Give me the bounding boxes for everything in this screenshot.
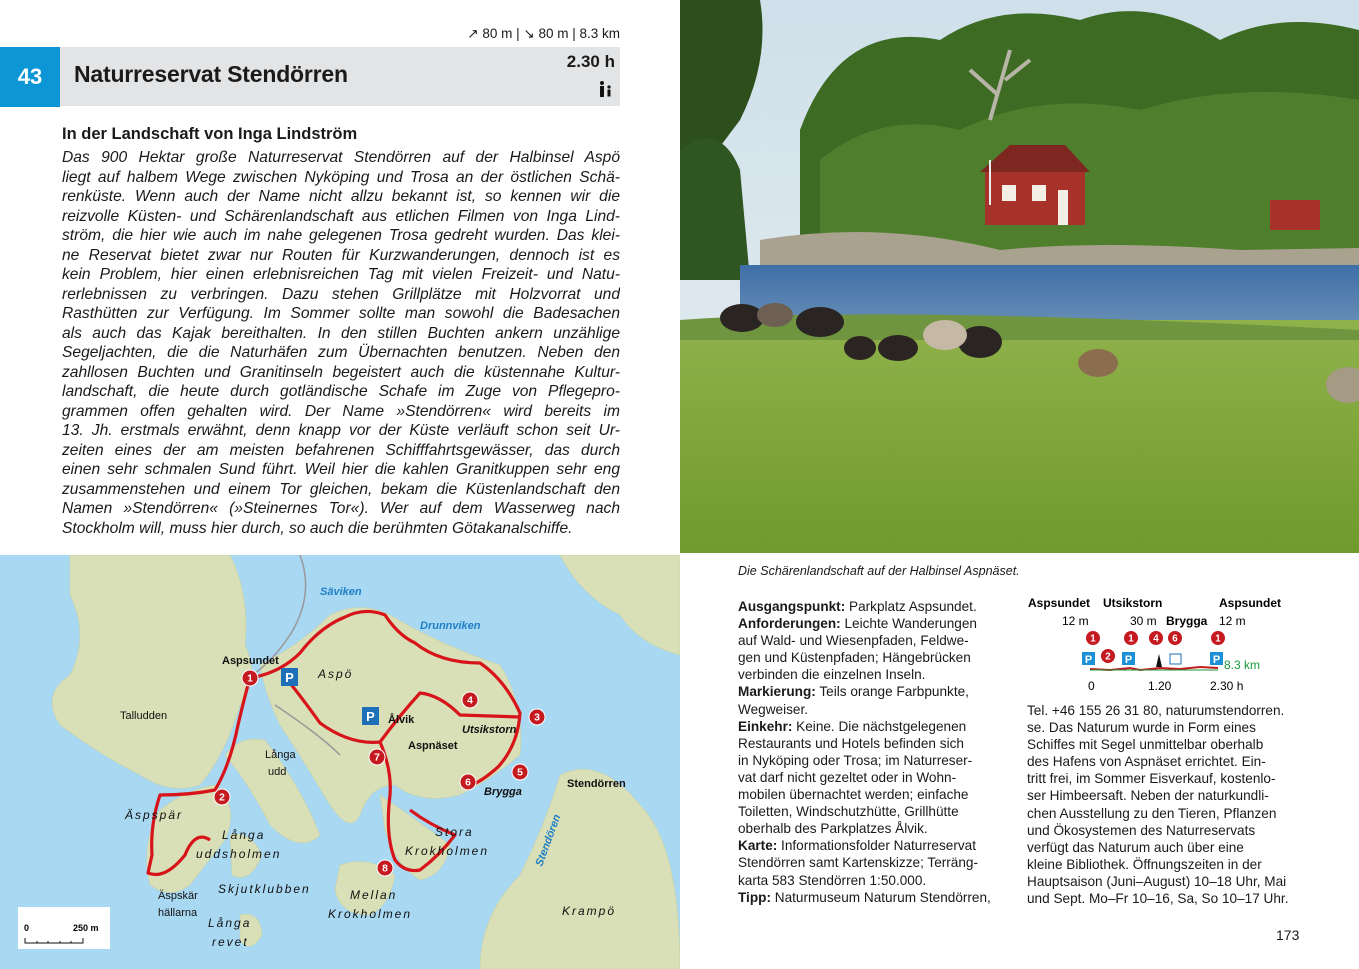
waypoint-marker-4 xyxy=(462,692,478,708)
profile-mid-name: Utsikstorn xyxy=(1103,596,1163,610)
waypoint-marker-6 xyxy=(460,774,476,790)
map-label-krampo: Krampö xyxy=(562,904,617,918)
svg-text:1: 1 xyxy=(1215,633,1221,645)
waypoint-marker-1 xyxy=(242,670,258,686)
map-label-langa-revet: revet xyxy=(212,935,249,949)
map-label-aspnaset: Aspnäset xyxy=(408,740,458,752)
profile-waypoint-1 xyxy=(1211,631,1226,646)
info-line xyxy=(738,683,1020,700)
intro-line: als auch das Kajak bereithalten. In den stillen Buchten ankern unzählige xyxy=(62,324,620,342)
parking-marker xyxy=(362,707,379,725)
svg-text:2: 2 xyxy=(219,792,225,804)
tipp-line: Schiffes mit Segel unmittelbar oberhalb xyxy=(1027,737,1264,753)
info-text: Naturmuseum Naturum Stendörren, xyxy=(770,889,991,905)
svg-text:4: 4 xyxy=(467,695,473,707)
intro-line: landschaft, die heute durch gotländische Schafe im Zuge von Pflegepro- xyxy=(62,383,620,400)
tour-stats: ↗ 80 m | ↘ 80 m | 8.3 km xyxy=(467,26,620,41)
svg-text:1: 1 xyxy=(247,673,253,685)
svg-text:P: P xyxy=(1084,654,1093,666)
map-label-langa-uddsholmen: Långa xyxy=(222,828,266,842)
intro-line: zusammenstehen und einem Tor gleichen, bekam die Küstenlandschaft den xyxy=(62,480,620,498)
tour-info xyxy=(738,598,1020,906)
map-label-stendorren: Stendörren xyxy=(567,778,626,790)
intro-line: Namen »Stendörren« (»Steinernes Tor«). Wer auf dem Wasserweg nach xyxy=(62,500,620,517)
info-text: Restaurants und Hotels befinden sich xyxy=(738,735,964,751)
svg-text:4: 4 xyxy=(1153,633,1159,645)
info-text: Teils orange Farbpunkte, xyxy=(815,684,969,700)
waypoint-marker-7 xyxy=(369,749,385,765)
map-label-mellan-krokholmen: Mellan xyxy=(350,888,398,902)
map-label-aspo: Aspö xyxy=(318,667,354,681)
intro-line: Rasthütten zur Verfügung. Im Sommer sollte man sowohl die Badesachen xyxy=(62,305,620,322)
profile-start-name: Aspsundet xyxy=(1028,596,1091,610)
map-label-stora-krokholmen: Krokholmen xyxy=(405,844,490,858)
svg-text:250 m: 250 m xyxy=(73,923,99,933)
family-icon xyxy=(596,80,614,102)
intro-line: Das 900 Hektar große Naturreservat Stendörren auf der Halbinsel Aspö xyxy=(62,149,620,166)
tipp-line: ser Himbeersaft. Neben der naturkundli- xyxy=(1027,788,1269,804)
svg-text:7: 7 xyxy=(374,752,380,764)
svg-text:3: 3 xyxy=(534,712,540,724)
info-line xyxy=(738,701,1020,718)
intro-line: kein Problem, hier einen erlebnisreichen Tag mit vielen Freizeit- und Natu- xyxy=(62,266,620,283)
museum-icon xyxy=(1170,654,1181,664)
info-label: Markierung: xyxy=(738,684,816,700)
svg-text:6: 6 xyxy=(465,777,471,789)
intro-line: rerlebnissen zu verbringen. Dazu stehen Grillplätze mit Holzvorrat und xyxy=(62,285,620,303)
profile-end-alt: 12 m xyxy=(1219,614,1246,628)
tour-duration: 2.30 h xyxy=(566,52,615,71)
info-text: Leichte Wanderungen xyxy=(840,616,977,632)
elevation-profile xyxy=(1020,592,1290,696)
profile-brygga: Brygga xyxy=(1166,614,1208,628)
svg-text:8: 8 xyxy=(382,863,388,875)
profile-waypoint-1 xyxy=(1086,631,1101,646)
intro-line: liegt auf halbem Wege zwischen Nyköping und Trosa an der östlichen Schä- xyxy=(62,168,620,186)
map-label-aspspar: Äspspär xyxy=(125,808,184,822)
info-label: Einkehr: xyxy=(738,718,793,734)
profile-waypoint-1 xyxy=(1124,631,1139,646)
map-label-langa-revet: Långa xyxy=(208,916,252,930)
info-line xyxy=(738,820,1020,837)
svg-text:P: P xyxy=(1212,654,1221,666)
profile-waypoint-2 xyxy=(1101,649,1116,664)
info-text: in Nyköping oder Trosa; im Naturreser- xyxy=(738,752,973,768)
map-label-alvik: Ålvik xyxy=(388,714,415,726)
map-label-drunnviken: Drunnviken xyxy=(420,620,481,632)
page-number: 173 xyxy=(1276,927,1300,943)
map-label-aspskar-hallarna: Äspskär xyxy=(158,890,198,902)
waypoint-marker-3 xyxy=(529,709,545,725)
svg-text:P: P xyxy=(366,709,375,724)
info-line xyxy=(738,752,1020,769)
info-label: Tipp: xyxy=(738,889,771,905)
svg-text:1: 1 xyxy=(1090,633,1096,645)
tipp-line: kleine Bibliothek. Öffnungszeiten in der xyxy=(1027,856,1262,872)
info-line xyxy=(738,786,1020,803)
map-label-skjutklubben: Skjutklubben xyxy=(218,882,311,896)
intro-line: 13. Jh. erstmals erwähnt, denn knapp vor der Küste verläuft schon seit Ur- xyxy=(62,422,620,439)
info-line xyxy=(738,598,1020,615)
info-label: Anforderungen: xyxy=(738,616,841,632)
info-text: mobilen übernachtet werden; einfache xyxy=(738,787,969,803)
waypoint-marker-5 xyxy=(512,764,528,780)
svg-text:2: 2 xyxy=(1105,651,1111,663)
info-text: Informationsfolder Naturreservat xyxy=(777,838,976,854)
tipp-line: und Ökosystemen des Naturreservats xyxy=(1027,822,1256,838)
parking-marker xyxy=(281,668,298,686)
info-line xyxy=(738,735,1020,752)
tour-number-badge: 43 xyxy=(0,47,60,107)
info-line xyxy=(738,872,1020,889)
intro-line: grammen offen gehalten wird. Der Name »Stendörren« wird bereits im xyxy=(62,402,620,420)
profile-start-alt: 12 m xyxy=(1062,614,1089,628)
map-label-utsikstorn: Utsikstorn xyxy=(462,724,517,736)
info-text: verbinden die einzelnen Inseln. xyxy=(738,667,926,683)
tipp-line: chen Ausstellung zu den Tieren, Pflanzen xyxy=(1027,805,1277,821)
map-label-langa-udd: udd xyxy=(268,766,287,778)
intro-line: ne Reservat bietet zwar nur Routen für Kurzwanderungen, dennoch ist es xyxy=(62,246,620,264)
info-text: Keine. Die nächstgelegenen xyxy=(792,718,967,734)
tipp-continued xyxy=(1027,702,1297,907)
info-text: auf Wald- und Wiesenpfaden, Feldwe- xyxy=(738,633,969,649)
svg-text:1: 1 xyxy=(1128,633,1134,645)
tour-title: Naturreservat Stendörren xyxy=(74,61,348,87)
profile-distance: 8.3 km xyxy=(1224,658,1261,672)
profile-waypoint-4 xyxy=(1149,631,1164,646)
svg-text:P: P xyxy=(1124,654,1133,666)
route-map xyxy=(0,555,680,969)
map-label-saviken: Säviken xyxy=(320,586,362,598)
info-text: Stendörren samt Kartenskizze; Terräng- xyxy=(738,855,979,871)
map-label-stendoren-sound: Stendören xyxy=(533,812,564,869)
info-line xyxy=(738,837,1020,854)
info-text: gen und Küstenpfaden; Hängebrücken xyxy=(738,650,971,666)
info-text: Toiletten, Windschutzhütte, Grillhütte xyxy=(738,804,959,820)
info-line xyxy=(738,854,1020,871)
tipp-line: verfügt das Naturum auch über eine xyxy=(1027,839,1244,855)
profile-time-tick: 1.20 xyxy=(1148,679,1172,693)
info-label: Karte: xyxy=(738,838,778,854)
intro-text xyxy=(62,148,620,538)
tipp-line: Tel. +46 155 26 31 80, naturumstendorren. xyxy=(1027,703,1285,718)
svg-text:P: P xyxy=(285,670,294,685)
profile-waypoint-6 xyxy=(1168,631,1183,646)
map-label-mellan-krokholmen: Krokholmen xyxy=(328,907,413,921)
info-line xyxy=(738,649,1020,666)
intro-line: ström, die hier wie auch im nahe gelegenen Trosa gedreht wurden. Das klei- xyxy=(62,227,620,244)
info-line xyxy=(738,769,1020,786)
info-text: karta 583 Stendörren 1:50.000. xyxy=(738,872,927,888)
intro-line: zeiten eines der am meisten befahrenen Schifffahrtsgewässer, das durch xyxy=(62,441,620,459)
profile-mid-alt: 30 m xyxy=(1130,614,1157,628)
map-label-brygga: Brygga xyxy=(484,786,522,798)
svg-text:6: 6 xyxy=(1172,633,1178,645)
info-line xyxy=(738,632,1020,649)
photo-caption: Die Schärenlandschaft auf der Halbinsel Aspnäset. xyxy=(738,564,1020,578)
waypoint-marker-2 xyxy=(214,789,230,805)
tipp-line: Hauptsaison (Juni–August) 10–18 Uhr, Mai xyxy=(1027,873,1287,889)
map-label-aspskar-hallarna: hällarna xyxy=(158,907,198,919)
waypoint-marker-8 xyxy=(377,860,393,876)
tipp-line: und Sept. Mo–Fr 10–16, Sa, So 10–17 Uhr. xyxy=(1027,891,1289,907)
intro-line: reizvolle Küsten- und Schärenlandschaft aus etlichen Filmen von Inga Lind- xyxy=(62,207,620,225)
tipp-line: tritt frei, im Sommer Eisverkauf, kostenlo- xyxy=(1027,771,1276,787)
intro-line: renküste. Wenn auch der Name nicht allzu bekannt ist, so kennen wir die xyxy=(62,188,620,205)
info-line xyxy=(738,666,1020,683)
info-label: Ausgangspunkt: xyxy=(738,599,846,614)
map-label-aspsundet: Aspsundet xyxy=(222,655,279,667)
svg-text:5: 5 xyxy=(517,767,523,779)
intro-line: einen sehr schmalen Sund führt. Weil hier die kahlen Granitkuppen sehr eng xyxy=(62,461,620,478)
tipp-line: des Hafens von Aspnäset errichtet. Ein- xyxy=(1027,754,1266,770)
map-label-langa-uddsholmen: uddsholmen xyxy=(196,847,282,861)
map-label-langa-udd: Långa xyxy=(265,749,296,761)
info-text: oberhalb des Parkplatzes Ålvik. xyxy=(738,821,928,837)
svg-text:0: 0 xyxy=(24,923,30,933)
info-line xyxy=(738,803,1020,820)
tipp-line: se. Das Naturum wurde in Form eines xyxy=(1027,720,1256,736)
landscape-photo xyxy=(680,0,1359,553)
intro-line: zahllosen Buchten und Granitinseln begeistert auch die küstennahe Kultur- xyxy=(62,363,620,381)
profile-parking xyxy=(1082,652,1095,666)
info-line xyxy=(738,889,1020,906)
profile-end-name: Aspsundet xyxy=(1219,596,1282,610)
profile-parking xyxy=(1210,652,1223,666)
info-line xyxy=(738,615,1020,632)
profile-parking xyxy=(1122,652,1135,666)
info-text: vat darf nicht gezeltet oder in Wohn- xyxy=(738,769,957,785)
info-text: Parkplatz Aspsundet. xyxy=(845,599,977,614)
scale-bar xyxy=(18,907,110,949)
intro-heading: In der Landschaft von Inga Lindström xyxy=(62,125,358,143)
profile-time-tick: 0 xyxy=(1088,679,1095,693)
profile-time-tick: 2.30 h xyxy=(1210,679,1244,693)
intro-line: Stockholm will, muss hier durch, so auch die berühmten Götakanalschiffe. xyxy=(62,519,573,537)
info-text: Wegweiser. xyxy=(738,701,809,717)
intro-line: Segeljachten, die die Naturhäfen zum Übernachten benutzen. Neben den xyxy=(62,344,620,361)
info-line xyxy=(738,718,1020,735)
map-label-stora-krokholmen: Stora xyxy=(435,825,474,839)
map-label-talludden: Talludden xyxy=(120,710,168,722)
tower-icon xyxy=(1156,654,1162,667)
